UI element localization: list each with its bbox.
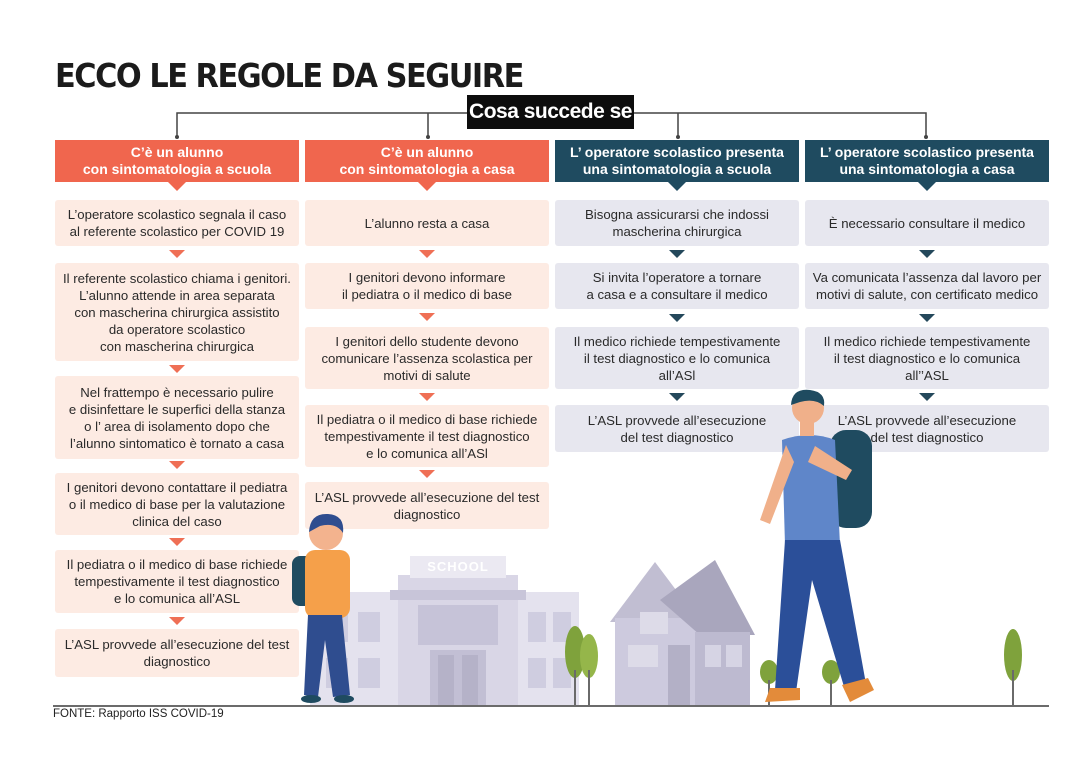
school-building-icon [310, 556, 579, 705]
flow-step-text: I genitori dello studente devono comunicare l’assenza scolastica per motivi di salute [321, 333, 533, 383]
column-header-text: L’ operatore scolastico presenta una sintomatologia a scuola [570, 144, 784, 177]
flow-step-text: Il pediatra o il medico di base richiede tempestivamente il test diagnostico e lo comunica all’ASL [66, 557, 288, 606]
source-note: FONTE: Rapporto ISS COVID-19 [53, 708, 224, 720]
flow-step-text: L’ASL provvede all’esecuzione del test diagnostico [837, 412, 1017, 445]
flow-step-text: Bisogna assicurarsi che indossi mascherina chirurgica [585, 207, 769, 239]
flow-step-text: Il medico richiede tempestivamente il test diagnostico e lo comunica all’ASl [573, 333, 781, 383]
flow-step-text: L’ASL provvede all’esecuzione del test diagnostico [64, 637, 290, 669]
flow-step-text: L’ASL provvede all’esecuzione del test diagnostico [587, 412, 767, 445]
flow-step-text: Il referente scolastico chiama i genitori. L’alunno attende in area separata con mascherina chirurgica assistito da operatore scolastico con mascherina chirurgica [63, 270, 291, 354]
ground-line [53, 705, 1049, 707]
flow-step-text: L’alunno resta a casa [364, 215, 490, 231]
column-header-text: C’è un alunno con sintomatologia a casa [339, 144, 515, 177]
flow-step-text: Nel frattempo è necessario pulire e disinfettare le superfici della stanza o l’ area di isolamento dopo che l’alunno sintomatico è tornato a casa [68, 384, 286, 451]
column-header-text: L’ operatore scolastico presenta una sintomatologia a casa [820, 144, 1034, 177]
flow-step-text: I genitori devono informare il pediatra o il medico di base [341, 270, 513, 302]
flow-step-text: È necessario consultare il medico [828, 215, 1026, 231]
flow-step-text: L’ASL provvede all’esecuzione del test diagnostico [314, 489, 540, 522]
column-header-text: C’è un alunno con sintomatologia a scuola [82, 144, 272, 177]
operator-figure-icon [760, 390, 874, 702]
flow-step-text: L’operatore scolastico segnala il caso al referente scolastico per COVID 19 [67, 207, 287, 239]
flow-step-text: Il medico richiede tempestivamente il test diagnostico e lo comunica all’’ASL [823, 333, 1031, 383]
flow-step-text: Si invita l’operatore a tornare a casa e a consultare il medico [586, 270, 768, 302]
school-sign: SCHOOL [427, 559, 489, 574]
flow-step-text: Va comunicata l’assenza dal lavoro per motivi di salute, con certificato medico [812, 270, 1042, 302]
flow-step-text: I genitori devono contattare il pediatra o il medico di base per la valutazione clinica del caso [66, 479, 288, 529]
center-label: Cosa succede se [467, 95, 634, 129]
flow-step-text: Il pediatra o il medico di base richiede tempestivamente il test diagnostico e lo comunica all’ASl [316, 411, 538, 461]
house-icon [610, 560, 755, 705]
page-title: ECCO LE REGOLE DA SEGUIRE [55, 56, 523, 95]
